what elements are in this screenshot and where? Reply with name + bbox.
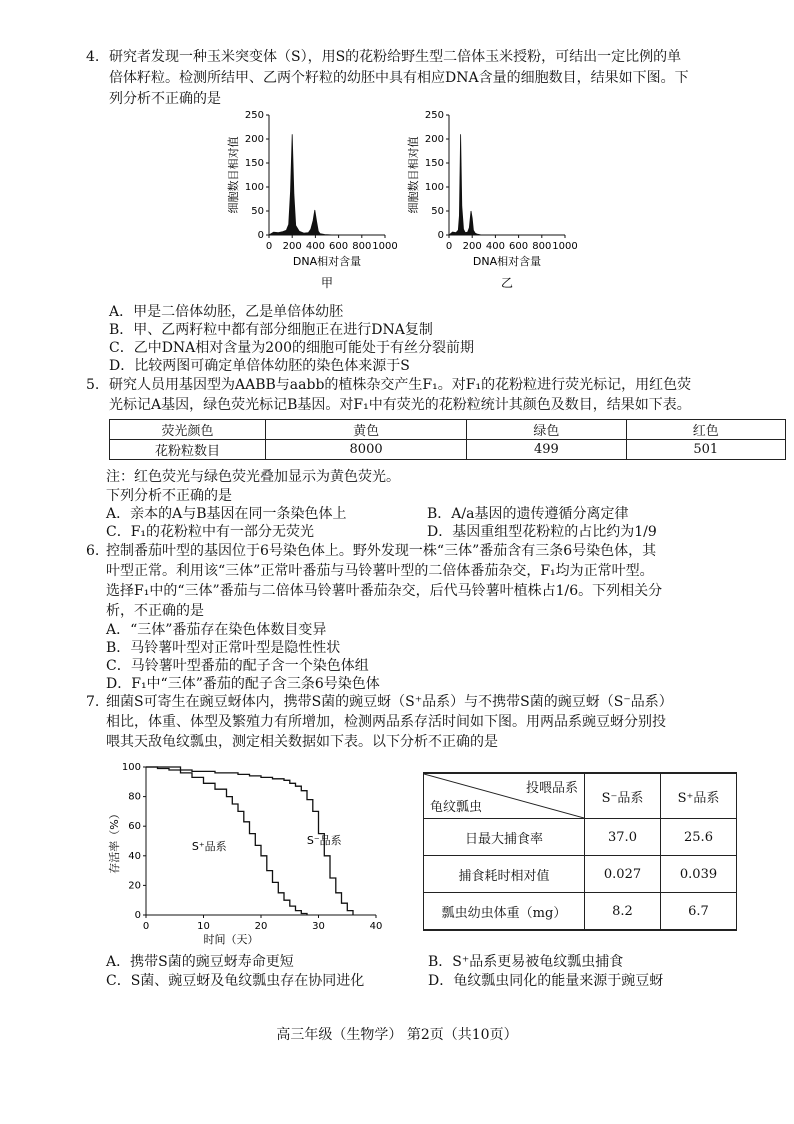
table-cell: 8000: [266, 440, 467, 460]
q4-stem-line-2: 倍体籽粒。检测所结甲、乙两个籽粒的幼胚中具有相应DNA含量的细胞数目，结果如下图。下: [109, 70, 689, 86]
y-tick-label: 250: [244, 110, 264, 121]
q4-option-b: B．甲、乙两籽粒中都有部分细胞正在进行DNA复制: [109, 322, 433, 338]
q4-option-c: C．乙中DNA相对含量为200的细胞可能处于有丝分裂前期: [109, 340, 475, 356]
y-tick-label: 0: [134, 910, 141, 921]
corner-bottom-label: 龟纹瓢虫: [430, 800, 483, 815]
chart-caption: 乙: [500, 276, 514, 290]
q5-option-b: B．A/a基因的遗传遵循分离定律: [427, 506, 629, 522]
x-tick-label: 1000: [372, 241, 398, 252]
table-cell: 37.0: [585, 819, 661, 856]
table-header-cell: S⁻品系: [585, 773, 661, 819]
q6-option-b: B．马铃薯叶型对正常叶型是隐性性状: [106, 640, 341, 656]
x-tick-label: 800: [532, 241, 552, 252]
y-tick-label: 40: [128, 850, 141, 862]
table-row: [424, 856, 737, 893]
chart-yi: [405, 105, 590, 290]
q5-table: [109, 419, 786, 460]
q7-stem-line-1: 细菌S可寄生在豌豆蚜体内，携带S菌的豌豆蚜（S⁺品系）与不携带S菌的豌豆蚜（S⁻品系）: [106, 694, 673, 710]
table-row: [424, 893, 737, 931]
x-tick-label: 200: [462, 241, 482, 252]
q7-option-b: B．S⁺品系更易被龟纹瓢虫捕食: [428, 954, 624, 970]
y-tick-label: 200: [424, 134, 444, 145]
q7-option-c: C．S菌、豌豆蚜及龟纹瓢虫存在协同进化: [106, 973, 365, 989]
table-row: [424, 773, 737, 819]
series-label-s-minus: S⁻品系: [306, 833, 342, 847]
chart-caption: 甲: [320, 276, 334, 290]
y-tick-label: 150: [424, 158, 444, 169]
table-cell: 花粉粒数目: [110, 440, 266, 460]
x-tick-label: 40: [369, 921, 383, 932]
x-tick-label: 20: [254, 921, 268, 932]
x-axis-label: DNA相对含量: [472, 255, 542, 268]
q5-option-a: A．亲本的A与B基因在同一条染色体上: [106, 506, 347, 522]
x-tick-label: 200: [282, 241, 302, 252]
table-header-cell: 荧光颜色: [110, 420, 266, 440]
q5-stem-line-2: 光标记A基因，绿色荧光标记B基因。对F₁中有荧光的花粉粒统计其颜色及数目，结果如下表。: [109, 397, 691, 413]
table-cell: 日最大捕食率: [424, 819, 585, 856]
q7-number: 7.: [86, 694, 100, 710]
page-footer: 高三年级（生物学） 第2页（共10页）: [276, 1027, 518, 1043]
table-cell: 0.027: [585, 856, 661, 893]
q5-stem-line-3: 下列分析不正确的是: [106, 488, 232, 504]
q7-option-d: D．龟纹瓢虫同化的能量来源于豌豆蚜: [428, 973, 664, 989]
y-tick-label: 150: [244, 158, 264, 169]
y-tick-label: 20: [128, 880, 141, 892]
x-tick-label: 800: [352, 241, 372, 252]
x-tick-label: 600: [509, 241, 529, 252]
y-tick-label: 80: [128, 791, 141, 803]
table-header-cell: 绿色: [467, 420, 626, 440]
table-row: [110, 420, 786, 440]
series-label-s-plus: S⁺品系: [191, 839, 227, 853]
table-corner-cell: [424, 773, 585, 819]
q4-stem-line-1: 研究者发现一种玉米突变体（S），用S的花粉给野生型二倍体玉米授粉，可结出一定比例的单: [109, 49, 682, 65]
y-tick-label: 100: [244, 182, 264, 193]
x-tick-label: 1000: [552, 241, 578, 252]
y-axis-label: 细胞数目相对值: [227, 136, 240, 214]
y-tick-label: 60: [128, 821, 141, 833]
q5-number: 5.: [86, 377, 100, 393]
x-tick-label: 400: [485, 241, 505, 252]
table-header-cell: 黄色: [266, 420, 467, 440]
table-header-cell: 红色: [626, 420, 785, 440]
x-tick-label: 600: [329, 241, 349, 252]
table-cell: 6.7: [661, 893, 737, 931]
q6-stem-line-4: 析，不正确的是: [106, 603, 204, 619]
q4-stem-line-3: 列分析不正确的是: [109, 91, 221, 107]
y-tick-label: 250: [424, 110, 444, 121]
q6-option-a: A．“三体”番茄存在染色体数目变异: [106, 622, 327, 638]
q5-stem-line-1: 研究人员用基因型为AABB与aabb的植株杂交产生F₁。对F₁的花粉粒进行荧光标记，用红色荧: [109, 377, 692, 393]
y-axis-label: 存活率（%）: [108, 808, 121, 874]
y-tick-label: 100: [424, 182, 444, 193]
corner-top-label: 投喂品系: [525, 781, 578, 796]
q6-option-c: C．马铃薯叶型番茄的配子含一个染色体组: [106, 658, 369, 674]
q5-option-c: C．F₁的花粉粒中有一部分无荧光: [106, 524, 315, 540]
q6-option-d: D．F₁中“三体”番茄的配子含三条6号染色体: [106, 676, 380, 692]
q4-option-d: D．比较两图可确定单倍体幼胚的染色体来源于S: [109, 358, 410, 374]
y-tick-label: 0: [257, 230, 264, 241]
y-tick-label: 100: [121, 762, 141, 773]
q7-option-a: A．携带S菌的豌豆蚜寿命更短: [106, 954, 294, 970]
y-tick-label: 200: [244, 134, 264, 145]
histogram-area: [449, 134, 565, 235]
q5-option-d: D．基因重组型花粉粒的占比约为1/9: [427, 524, 657, 540]
table-cell: 25.6: [661, 819, 737, 856]
table-header-cell: S⁺品系: [661, 773, 737, 819]
table-row: [110, 440, 786, 460]
x-tick-label: 0: [265, 241, 273, 252]
q7-table: [423, 772, 737, 931]
table-cell: 8.2: [585, 893, 661, 931]
q4-option-a: A．甲是二倍体幼胚，乙是单倍体幼胚: [109, 304, 344, 320]
q6-stem-line-2: 叶型正常。利用该“三体”正常叶番茄与马铃薯叶型的二倍体番茄杂交，F₁均为正常叶型。: [106, 563, 654, 579]
x-tick-label: 30: [312, 921, 325, 932]
q6-number: 6.: [86, 543, 100, 559]
y-tick-label: 50: [431, 206, 444, 217]
q4-number: 4.: [86, 49, 100, 65]
x-tick-label: 10: [197, 921, 210, 932]
table-cell: 瓢虫幼虫体重（mg）: [424, 893, 585, 931]
q7-stem-line-3: 喂其天敌龟纹瓢虫，测定相关数据如下表。以下分析不正确的是: [106, 734, 498, 750]
chart-jia: [225, 105, 405, 290]
q7-stem-line-2: 相比，体重、体型及繁殖力有所增加，检测两品系存活时间如下图。用两品系豌豆蚜分别投: [106, 714, 666, 730]
x-tick-label: 0: [445, 241, 453, 252]
q5-note: 注：红色荧光与绿色荧光叠加显示为黄色荧光。: [106, 469, 400, 485]
y-axis-label: 细胞数目相对值: [407, 136, 420, 214]
x-axis-label: DNA相对含量: [292, 255, 362, 268]
histogram-area: [269, 134, 385, 235]
table-row: [424, 819, 737, 856]
q6-stem-line-3: 选择F₁中的“三体”番茄与二倍体马铃薯叶番茄杂交，后代马铃薯叶植株占1/6。下列相关分: [106, 583, 663, 599]
q6-stem-line-1: 控制番茄叶型的基因位于6号染色体上。野外发现一株“三体”番茄含有三条6号染色体，其: [106, 543, 657, 559]
table-cell: 499: [467, 440, 626, 460]
table-cell: 捕食耗时相对值: [424, 856, 585, 893]
y-tick-label: 0: [437, 230, 444, 241]
x-axis-label: 时间（天）: [203, 933, 259, 945]
table-cell: 501: [626, 440, 785, 460]
x-tick-label: 400: [305, 241, 325, 252]
x-tick-label: 0: [142, 921, 150, 932]
chart-survival: [98, 755, 398, 945]
table-cell: 0.039: [661, 856, 737, 893]
y-tick-label: 50: [251, 206, 264, 217]
